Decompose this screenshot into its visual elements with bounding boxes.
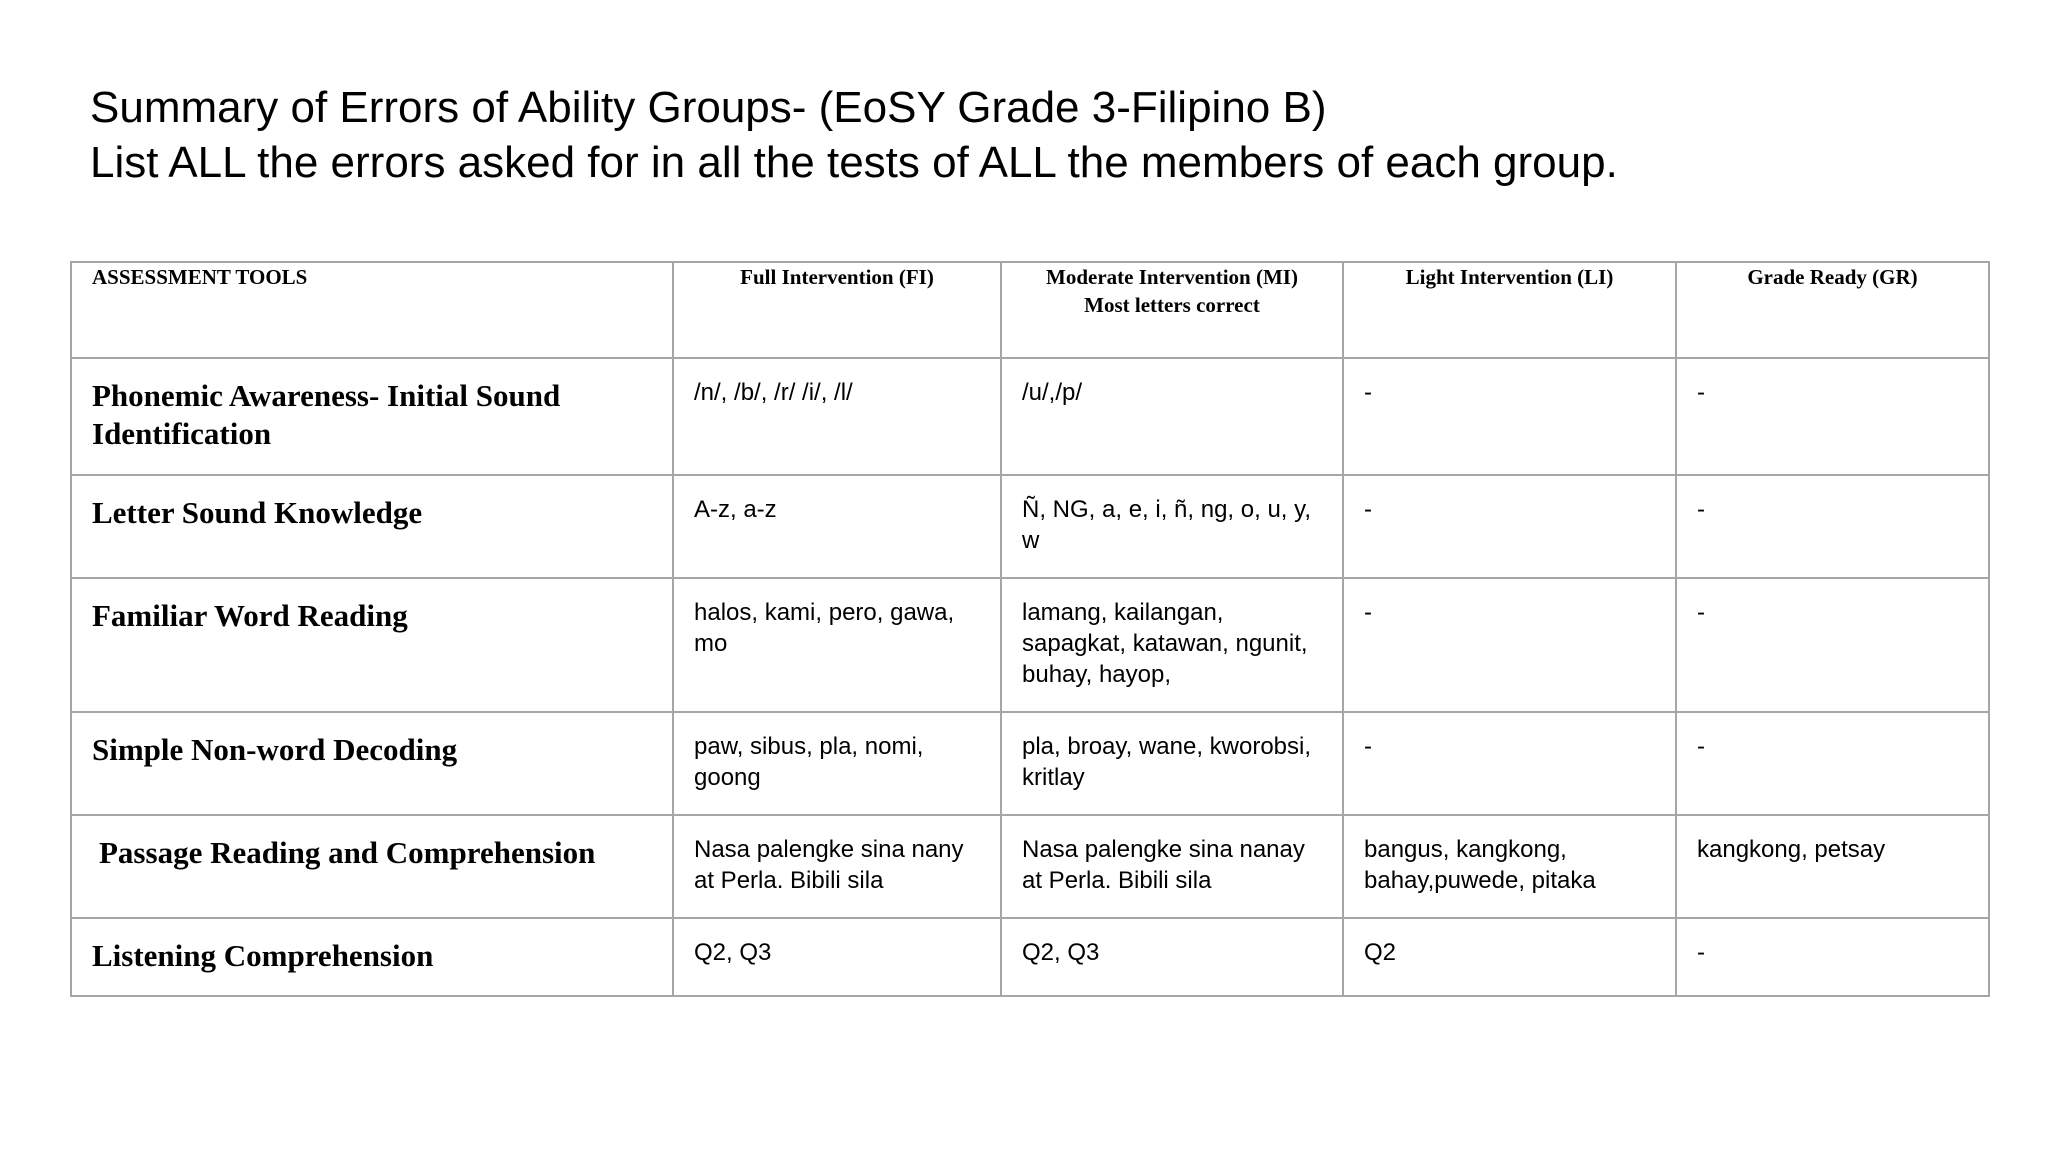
header-moderate-intervention (1001, 262, 1343, 358)
table-row (71, 918, 1989, 996)
errors-summary-table (70, 261, 1990, 997)
table-row (71, 358, 1989, 475)
assessment-tool-name: Letter Sound Knowledge (71, 475, 673, 578)
table-row (71, 815, 1989, 918)
header-moderate-intervention-title: Moderate Intervention (MI) (1046, 265, 1298, 289)
cell-gr: - (1676, 358, 1989, 475)
cell-li: - (1343, 578, 1676, 712)
cell-gr: - (1676, 475, 1989, 578)
cell-li: Q2 (1343, 918, 1676, 996)
assessment-tool-name: Listening Comprehension (71, 918, 673, 996)
cell-li: - (1343, 712, 1676, 815)
cell-fi: Nasa palengke sina nany at Perla. Bibili sila (673, 815, 1001, 918)
cell-fi: paw, sibus, pla, nomi, goong (673, 712, 1001, 815)
cell-fi: halos, kami, pero, gawa, mo (673, 578, 1001, 712)
cell-li: bangus, kangkong, bahay,puwede, pitaka (1343, 815, 1676, 918)
cell-gr: - (1676, 712, 1989, 815)
cell-gr: - (1676, 578, 1989, 712)
cell-fi: A-z, a-z (673, 475, 1001, 578)
cell-gr: - (1676, 918, 1989, 996)
assessment-tool-name: Familiar Word Reading (71, 578, 673, 712)
cell-fi: /n/, /b/, /r/ /i/, /l/ (673, 358, 1001, 475)
table-row (71, 712, 1989, 815)
cell-gr: kangkong, petsay (1676, 815, 1989, 918)
cell-li: - (1343, 358, 1676, 475)
cell-li: - (1343, 475, 1676, 578)
cell-mi: pla, broay, wane, kworobsi, kritlay (1001, 712, 1343, 815)
cell-fi: Q2, Q3 (673, 918, 1001, 996)
title-line-2: List ALL the errors asked for in all the tests of ALL the members of each group. (90, 138, 1618, 187)
cell-mi: Ñ, NG, a, e, i, ñ, ng, o, u, y, w (1001, 475, 1343, 578)
cell-mi: Q2, Q3 (1001, 918, 1343, 996)
table-header-row (71, 262, 1989, 358)
header-moderate-intervention-subtitle: Most letters correct (1084, 293, 1260, 317)
header-assessment-tools: ASSESSMENT TOOLS (71, 262, 673, 358)
table-row (71, 578, 1989, 712)
header-full-intervention: Full Intervention (FI) (673, 262, 1001, 358)
header-light-intervention: Light Intervention (LI) (1343, 262, 1676, 358)
assessment-tool-name: Phonemic Awareness- Initial Sound Identification (71, 358, 673, 475)
header-grade-ready: Grade Ready (GR) (1676, 262, 1989, 358)
page-title (90, 80, 1618, 190)
cell-mi: Nasa palengke sina nanay at Perla. Bibili sila (1001, 815, 1343, 918)
cell-mi: /u/,/p/ (1001, 358, 1343, 475)
assessment-tool-name: Passage Reading and Comprehension (71, 815, 673, 918)
cell-mi: lamang, kailangan, sapagkat, katawan, ngunit, buhay, hayop, (1001, 578, 1343, 712)
assessment-tool-name: Simple Non-word Decoding (71, 712, 673, 815)
table-row (71, 475, 1989, 578)
title-line-1: Summary of Errors of Ability Groups- (EoSY Grade 3-Filipino B) (90, 83, 1327, 132)
